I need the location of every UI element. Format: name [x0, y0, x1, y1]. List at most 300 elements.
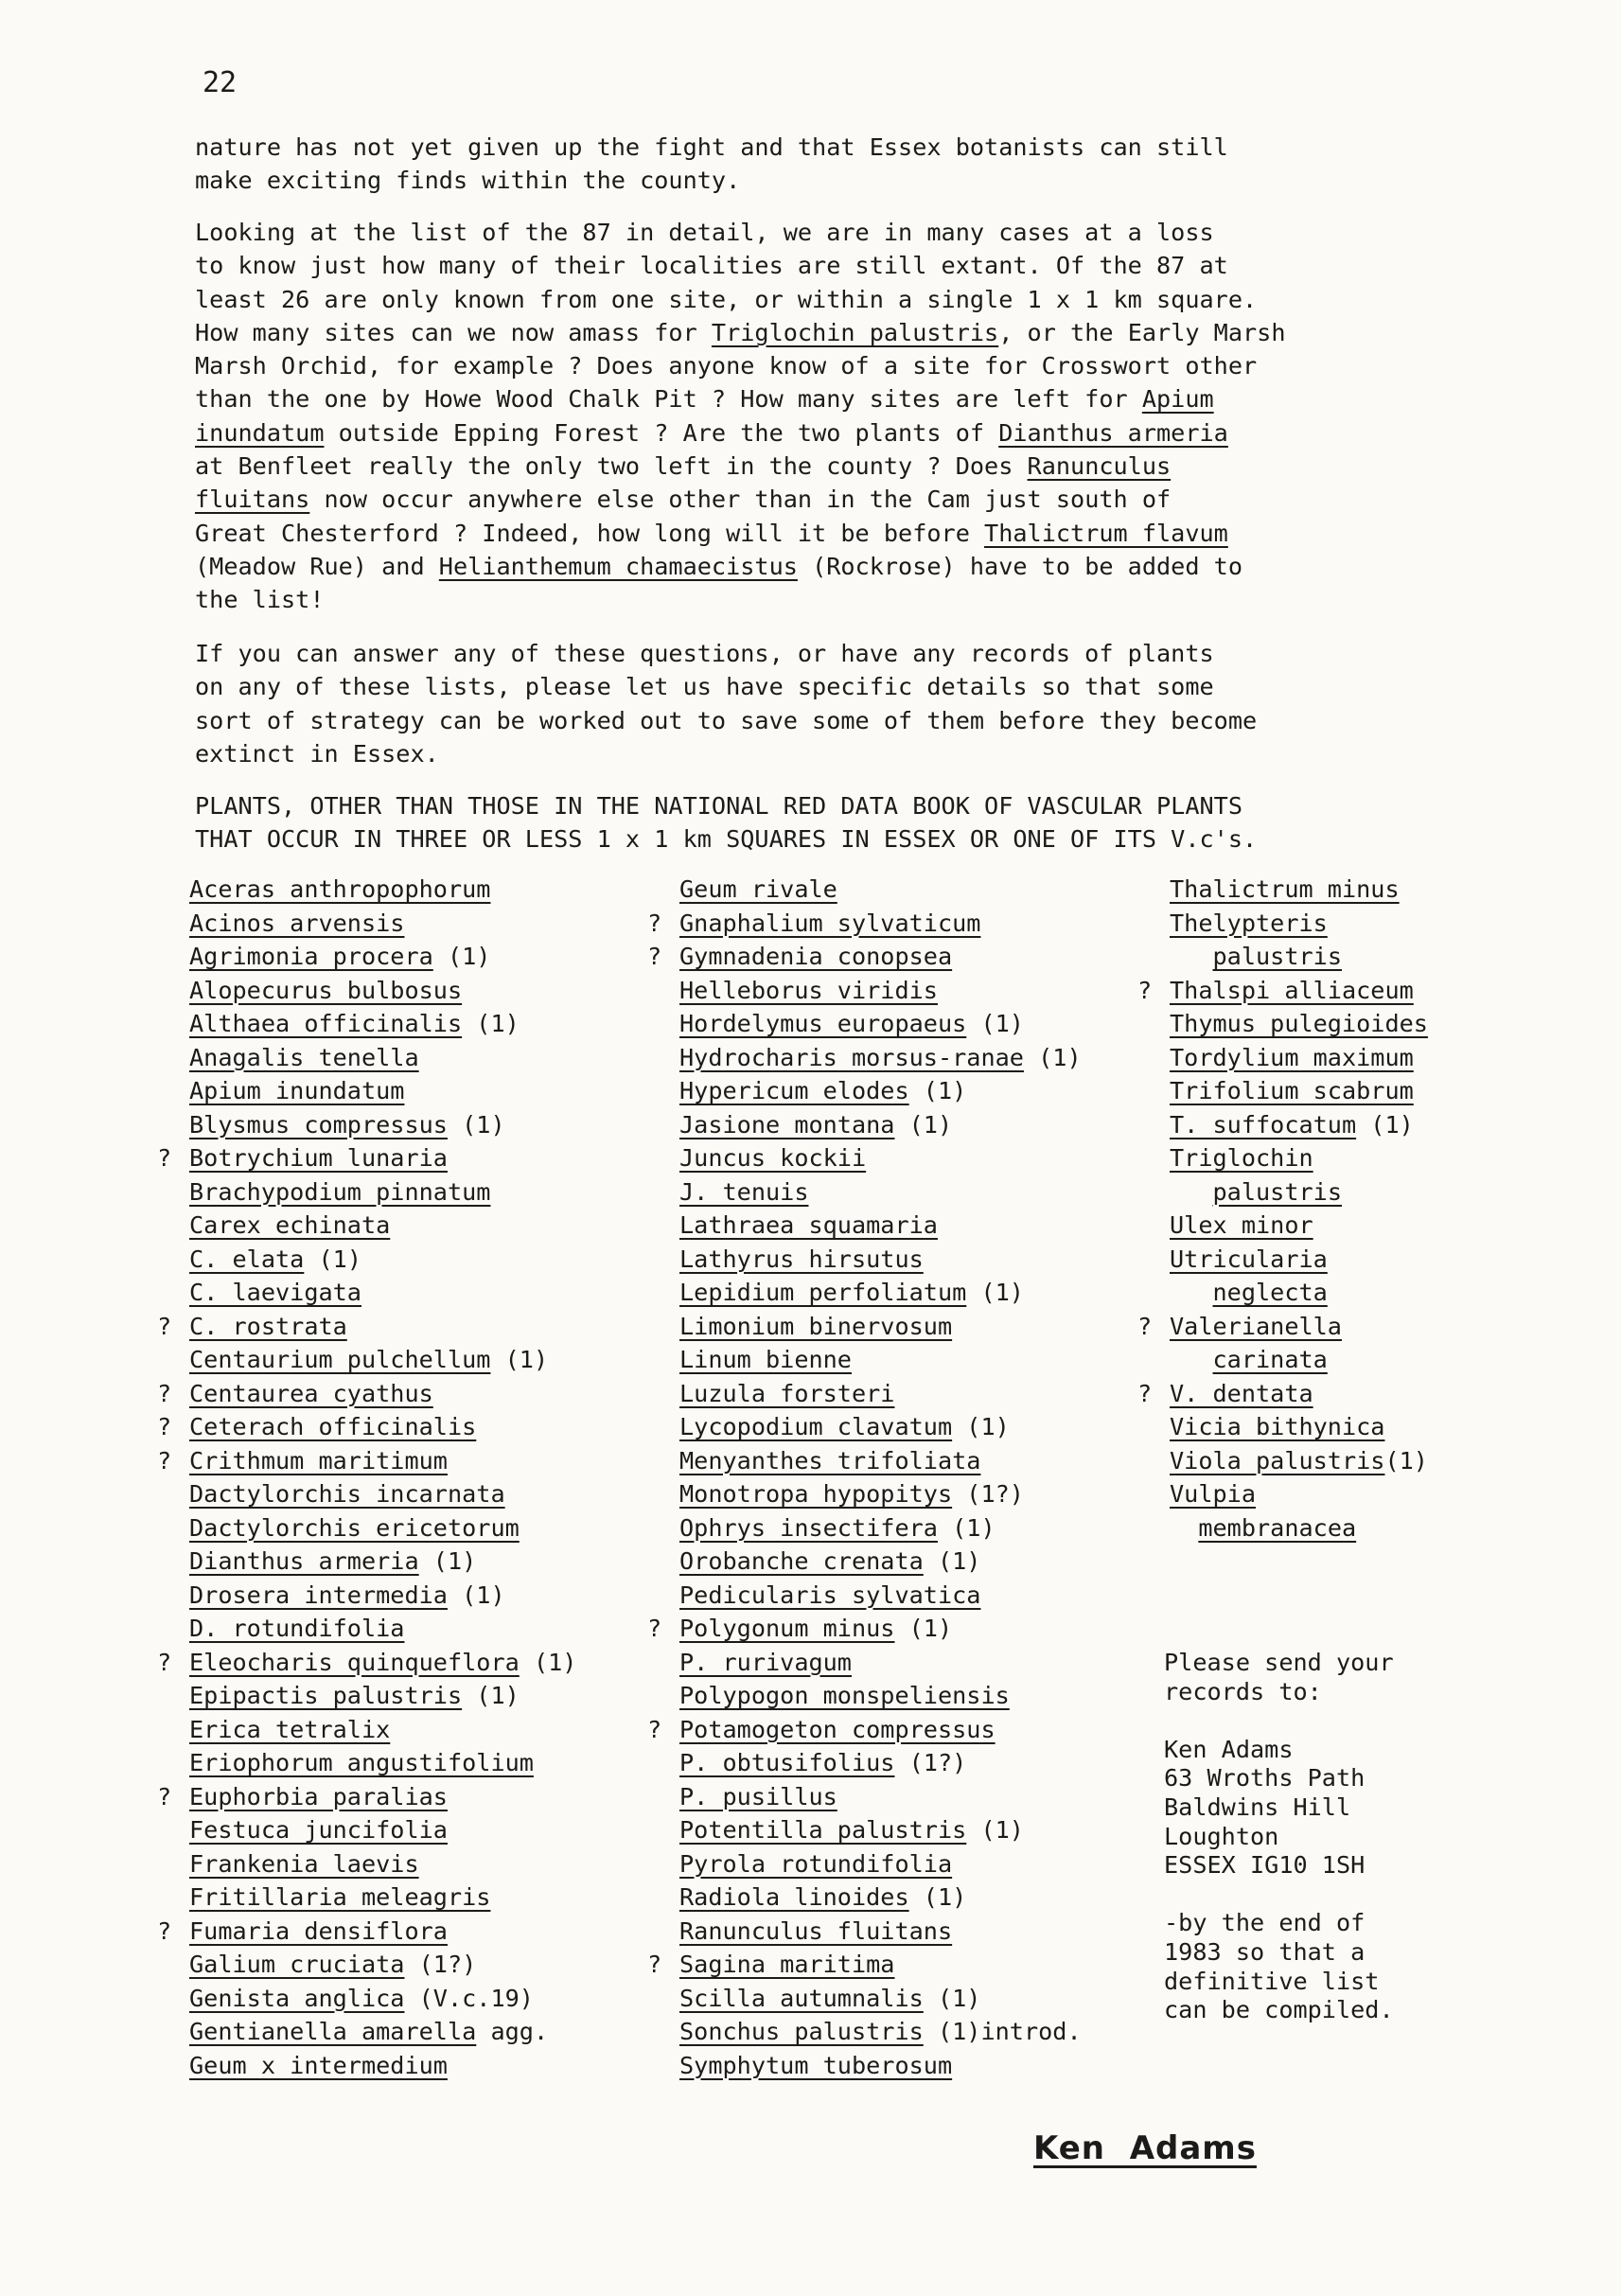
species-name: Sagina maritima	[679, 1951, 895, 1978]
send-records-note	[1164, 1649, 1394, 2025]
species-note: (1)	[952, 1413, 1010, 1440]
species-name: Gentianella amarella	[189, 2018, 477, 2045]
species-list-item	[157, 1646, 576, 1680]
species-list-item	[647, 1074, 1082, 1108]
text-line	[195, 517, 1463, 550]
species-name: Dianthus armeria	[189, 1547, 419, 1575]
species-list-item	[157, 1243, 576, 1277]
species-name: Triglochin palustris	[711, 318, 999, 346]
species-name: Vicia bithynica	[1170, 1413, 1385, 1440]
text-run: (Rockrose) have to be added to	[797, 552, 1242, 580]
uncertain-marker: ?	[647, 909, 662, 937]
species-name: C. rostrata	[189, 1312, 347, 1340]
species-list-item	[647, 1847, 1082, 1881]
species-name: Lycopodium clavatum	[679, 1413, 953, 1440]
species-list-item	[647, 1141, 1082, 1175]
text-line	[195, 164, 1463, 197]
text-run: extinct in Essex.	[195, 739, 439, 768]
species-list-item	[157, 1209, 576, 1243]
species-list-item	[1137, 1209, 1428, 1243]
text-run: , or the Early Marsh	[998, 318, 1286, 346]
species-note: (1?)	[894, 1749, 967, 1776]
species-note: (1)	[462, 1682, 520, 1709]
species-name: Hordelymus europaeus	[679, 1010, 967, 1037]
text-line	[195, 483, 1463, 516]
species-list-item	[157, 1410, 576, 1444]
species-name: Thalictrum minus	[1170, 875, 1400, 903]
species-list-item	[647, 1982, 1082, 2016]
uncertain-marker: ?	[647, 1715, 662, 1743]
species-list-item	[157, 940, 576, 974]
species-name: Sonchus palustris	[679, 2018, 924, 2045]
uncertain-marker: ?	[157, 1782, 172, 1810]
text-run: Marsh Orchid, for example ? Does anyone know of a site for Crosswort other	[195, 352, 1258, 380]
uncertain-marker: ?	[157, 1446, 172, 1475]
species-name: Apium inundatum	[189, 1077, 405, 1104]
note-line: 63 Wroths Path	[1164, 1764, 1366, 1793]
species-list-item	[1137, 1243, 1428, 1277]
species-list-item	[647, 873, 1082, 907]
uncertain-marker: ?	[1137, 1379, 1153, 1407]
species-list-item	[647, 974, 1082, 1008]
uncertain-marker: ?	[157, 1413, 172, 1440]
species-list-item	[647, 1646, 1082, 1680]
species-note: (1)	[447, 1110, 505, 1139]
species-name: Ranunculus fluitans	[679, 1916, 953, 1945]
note-line: Baldwins Hill	[1164, 1793, 1351, 1821]
uncertain-marker: ?	[647, 1615, 662, 1642]
signature: Ken Adams	[1033, 2129, 1257, 2167]
species-name: Jasione montana	[679, 1110, 895, 1139]
text-line	[195, 737, 1463, 770]
species-name: Luzula forsteri	[679, 1379, 895, 1407]
species-list-item	[157, 1679, 576, 1713]
species-note: (1)	[418, 1547, 477, 1575]
text-run: nature has not yet given up the fight and that Essex botanists can still	[195, 133, 1228, 161]
species-list-item	[1137, 1310, 1428, 1344]
uncertain-marker: ?	[157, 1379, 172, 1407]
species-list-item	[157, 1276, 576, 1310]
species-list-item	[157, 1343, 576, 1377]
species-note: (1)	[1023, 1043, 1082, 1071]
species-list-item	[647, 2015, 1082, 2049]
species-name: Thalictrum flavum	[984, 519, 1228, 547]
species-note: (1)	[519, 1648, 577, 1676]
species-list-item	[157, 1175, 576, 1210]
species-list-item	[647, 2049, 1082, 2083]
species-name: Hypericum elodes	[679, 1077, 909, 1104]
text-run: now occur anywhere else other than in the Cam just south of	[309, 486, 1172, 514]
list-heading	[195, 789, 1463, 857]
species-name: Erica tetralix	[189, 1715, 391, 1743]
species-name: Pedicularis sylvatica	[679, 1581, 981, 1609]
species-name: C. laevigata	[189, 1279, 361, 1306]
note-line: Please send your	[1164, 1649, 1394, 1676]
text-line	[195, 789, 1463, 822]
species-list-item	[1137, 1444, 1428, 1478]
species-list-item	[647, 1545, 1082, 1579]
species-note: (1)	[1384, 1446, 1428, 1475]
species-name: fluitans	[195, 486, 310, 514]
species-list-item	[1137, 1074, 1428, 1108]
species-list-item	[647, 1007, 1082, 1041]
species-note: (1)	[923, 1984, 981, 2012]
species-name: Helleborus viridis	[679, 976, 938, 1004]
text-run: Looking at the list of the 87 in detail, we are in many cases at a loss	[195, 219, 1214, 246]
species-name: Thelypteris	[1170, 909, 1328, 937]
species-name: Linum bienne	[679, 1346, 852, 1373]
species-name: Helianthemum chamaecistus	[438, 552, 798, 580]
species-list-item	[647, 1243, 1082, 1277]
species-list-item	[647, 1377, 1082, 1411]
species-list-item	[647, 1579, 1082, 1613]
text-run: outside Epping Forest ? Are the two plants of	[324, 418, 999, 447]
uncertain-marker: ?	[647, 1951, 662, 1978]
indent	[1170, 1279, 1213, 1306]
species-name: Radiola linoides	[679, 1883, 909, 1911]
species-list-item	[647, 1410, 1082, 1444]
text-line	[195, 416, 1463, 450]
species-name: Gnaphalium sylvaticum	[679, 909, 981, 937]
species-list-item	[1137, 1477, 1428, 1511]
species-name: Thymus pulegioides	[1170, 1010, 1428, 1037]
request-paragraph	[195, 637, 1463, 770]
species-name: Festuca juncifolia	[189, 1816, 448, 1844]
species-note: (1?)	[404, 1951, 477, 1978]
species-name: Dactylorchis incarnata	[189, 1480, 505, 1508]
species-name: carinata	[1212, 1346, 1328, 1373]
species-list-item	[647, 1108, 1082, 1142]
species-name: Centaurea cyathus	[189, 1379, 433, 1407]
species-list-item	[647, 940, 1082, 974]
note-line	[1164, 1706, 1394, 1736]
species-list-item	[157, 907, 576, 941]
species-name: Dactylorchis ericetorum	[189, 1513, 520, 1542]
species-note: (1)	[447, 1581, 505, 1609]
species-name: Apium	[1141, 385, 1214, 414]
species-list-item	[647, 1209, 1082, 1243]
species-name: Althaea officinalis	[189, 1010, 463, 1037]
species-list-item	[157, 1746, 576, 1780]
species-list-item	[647, 1713, 1082, 1747]
species-list-item	[647, 1881, 1082, 1915]
species-name: Fritillaria meleagris	[189, 1883, 491, 1911]
species-list-item	[157, 1041, 576, 1075]
species-name: Frankenia laevis	[189, 1849, 419, 1878]
species-list-item	[157, 1579, 576, 1613]
species-list-item	[157, 1881, 576, 1915]
species-name: Agrimonia procera	[189, 943, 433, 970]
text-run: How many sites can we now amass for	[195, 318, 712, 346]
species-name: palustris	[1212, 943, 1342, 970]
text-run: on any of these lists, please let us have specific details so that some	[195, 673, 1214, 701]
species-name: Ceterach officinalis	[189, 1413, 477, 1440]
species-list-item	[1137, 1108, 1428, 1142]
species-name: Dianthus armeria	[998, 418, 1228, 447]
text-line	[195, 283, 1463, 316]
text-run: sort of strategy can be worked out to save some of them before they become	[195, 706, 1258, 734]
species-list-item	[647, 1780, 1082, 1814]
text-line	[195, 131, 1463, 164]
species-name: Euphorbia paralias	[189, 1782, 448, 1810]
text-line	[195, 249, 1463, 282]
species-list-item	[1137, 873, 1428, 907]
species-name: Anagalis tenella	[189, 1043, 419, 1071]
page-number: 22	[203, 66, 238, 99]
species-list-item	[157, 1007, 576, 1041]
species-list-item	[1137, 1141, 1428, 1175]
text-line	[195, 316, 1463, 349]
species-name: Limonium binervosum	[679, 1312, 953, 1340]
text-line	[195, 704, 1463, 737]
species-name: C. elata	[189, 1245, 305, 1273]
species-name: Scilla autumnalis	[679, 1984, 924, 2012]
species-name: Lepidium perfoliatum	[679, 1279, 967, 1306]
species-name: Lathraea squamaria	[679, 1211, 938, 1239]
species-list-item	[157, 873, 576, 907]
species-list-item	[647, 1679, 1082, 1713]
species-name: P. pusillus	[679, 1782, 837, 1810]
species-name: Thalspi alliaceum	[1170, 976, 1414, 1004]
species-list-item	[1137, 1007, 1428, 1041]
species-note: (V.c.19)	[404, 1984, 534, 2012]
species-name: Botrychium lunaria	[189, 1144, 448, 1172]
uncertain-marker: ?	[157, 1312, 172, 1340]
species-name: Valerianella	[1170, 1312, 1342, 1340]
species-list-item	[647, 1477, 1082, 1511]
species-name: inundatum	[195, 418, 325, 447]
species-name: Geum x intermedium	[189, 2051, 448, 2079]
species-name: Orobanche crenata	[679, 1547, 924, 1575]
species-name: Ophrys insectifera	[679, 1513, 938, 1542]
text-run: (Meadow Rue) and	[195, 552, 439, 580]
text-line	[195, 822, 1463, 856]
species-list-item	[1137, 1276, 1428, 1310]
species-list-item	[157, 1074, 576, 1108]
species-list-item	[647, 907, 1082, 941]
species-note: (1)	[894, 1110, 953, 1139]
text-line	[195, 349, 1463, 382]
note-line: ESSEX IG10 1SH	[1164, 1851, 1366, 1880]
species-list-item	[1137, 1343, 1428, 1377]
species-list-item	[1137, 940, 1428, 974]
species-name: Monotropa hypopitys	[679, 1480, 953, 1508]
note-line	[1164, 1881, 1394, 1910]
species-list-item	[1137, 974, 1428, 1008]
species-list-item	[157, 1444, 576, 1478]
species-column-3	[1137, 873, 1428, 1545]
species-note: (1)	[894, 1615, 953, 1642]
species-name: Epipactis palustris	[189, 1682, 463, 1709]
species-list-item	[647, 1175, 1082, 1210]
species-name: Ranunculus	[1027, 452, 1172, 481]
text-run: If you can answer any of these questions, or have any records of plants	[195, 640, 1214, 667]
species-note: (1)introd.	[923, 2018, 1082, 2045]
species-name: Tordylium maximum	[1170, 1043, 1414, 1071]
species-list-item	[157, 2049, 576, 2083]
species-note: (1)	[304, 1245, 361, 1273]
species-list-item	[647, 1612, 1082, 1646]
species-list-item	[1137, 1175, 1428, 1210]
species-list-item	[157, 1511, 576, 1545]
species-name: Drosera intermedia	[189, 1581, 448, 1609]
text-run: make exciting finds within the county.	[195, 167, 741, 195]
species-note: (1)	[966, 1010, 1024, 1037]
species-name: P. obtusifolius	[679, 1749, 895, 1776]
species-list-item	[157, 1780, 576, 1814]
species-name: Polypogon monspeliensis	[679, 1682, 1010, 1709]
species-name: Crithmum maritimum	[189, 1446, 448, 1475]
text-line	[195, 670, 1463, 703]
species-note: agg.	[476, 2018, 549, 2045]
species-name: Utricularia	[1170, 1245, 1328, 1273]
questions-paragraph	[195, 216, 1463, 617]
species-name: Menyanthes trifoliata	[679, 1446, 981, 1475]
species-name: Carex echinata	[189, 1211, 391, 1239]
species-name: Lathyrus hirsutus	[679, 1245, 924, 1273]
species-list-item	[157, 1982, 576, 2016]
species-name: membranacea	[1198, 1513, 1357, 1542]
species-name: Symphytum tuberosum	[679, 2051, 953, 2079]
species-name: Triglochin	[1170, 1144, 1313, 1172]
species-list-item	[1137, 907, 1428, 941]
intro-paragraph	[195, 131, 1463, 198]
species-note: (1)	[908, 1883, 967, 1911]
note-line: Ken Adams	[1164, 1735, 1294, 1763]
species-name: Galium cruciata	[189, 1951, 405, 1978]
species-name: Aceras anthropophorum	[189, 875, 491, 903]
species-name: Ulex minor	[1170, 1211, 1313, 1239]
species-name: V. dentata	[1170, 1379, 1313, 1407]
species-list-item	[1137, 1377, 1428, 1411]
text-line	[195, 216, 1463, 249]
species-name: Potentilla palustris	[679, 1816, 967, 1844]
species-list-item	[157, 1108, 576, 1142]
species-list-item	[647, 1041, 1082, 1075]
species-note: (1)	[908, 1077, 967, 1104]
species-name: Viola palustris	[1170, 1446, 1385, 1475]
species-name: Potamogeton compressus	[679, 1715, 996, 1743]
species-list-item	[647, 1915, 1082, 1949]
text-line	[195, 550, 1463, 583]
species-name: Fumaria densiflora	[189, 1916, 448, 1945]
species-name: Genista anglica	[189, 1984, 405, 2012]
text-line	[195, 382, 1463, 415]
indent	[1170, 1178, 1213, 1206]
species-name: Juncus kockii	[679, 1144, 867, 1172]
species-list-item	[157, 2015, 576, 2049]
uncertain-marker: ?	[1137, 976, 1153, 1004]
uncertain-marker: ?	[157, 1648, 172, 1676]
species-list-item	[1137, 1511, 1428, 1545]
uncertain-marker: ?	[157, 1144, 172, 1172]
species-list-item	[1137, 1041, 1428, 1075]
species-list-item	[157, 1310, 576, 1344]
text-run: the list!	[195, 586, 325, 614]
species-list-item	[157, 1813, 576, 1847]
species-name: Vulpia	[1170, 1480, 1256, 1508]
species-name: neglecta	[1212, 1279, 1328, 1306]
text-run: least 26 are only known from one site, or within a single 1 x 1 km square.	[195, 285, 1258, 313]
species-list-item	[157, 1377, 576, 1411]
species-column-2	[647, 873, 1082, 2082]
text-run: THAT OCCUR IN THREE OR LESS 1 x 1 km SQUARES IN ESSEX OR ONE OF ITS V.c's.	[195, 825, 1258, 854]
species-list-item	[647, 1948, 1082, 1982]
species-name: Gymnadenia conopsea	[679, 943, 953, 970]
species-name: Blysmus compressus	[189, 1110, 448, 1139]
species-list-item	[157, 1948, 576, 1982]
species-note: (1)	[966, 1816, 1024, 1844]
text-run: PLANTS, OTHER THAN THOSE IN THE NATIONAL RED DATA BOOK OF VASCULAR PLANTS	[195, 792, 1242, 820]
species-name: palustris	[1212, 1177, 1342, 1206]
indent	[1170, 943, 1213, 970]
species-list-item	[647, 1444, 1082, 1478]
species-column-1	[157, 873, 576, 2082]
species-note: (1)	[490, 1346, 549, 1373]
species-name: P. rurivagum	[679, 1648, 852, 1676]
species-note: (1)	[462, 1010, 520, 1037]
species-list-item	[647, 1746, 1082, 1780]
species-name: Acinos arvensis	[189, 909, 405, 937]
species-list-item	[157, 1713, 576, 1747]
text-run: to know just how many of their localities are still extant. Of the 87 at	[195, 252, 1228, 280]
species-list-item	[157, 1141, 576, 1175]
species-note: (1)	[432, 943, 491, 970]
species-name: Eleocharis quinqueflora	[189, 1648, 520, 1676]
species-name: Brachypodium pinnatum	[189, 1177, 491, 1206]
note-line: records to:	[1164, 1677, 1322, 1705]
species-list-item	[647, 1511, 1082, 1545]
species-list-item	[157, 1847, 576, 1881]
indent	[1170, 1346, 1213, 1373]
species-list-item	[1137, 1410, 1428, 1444]
species-name: Geum rivale	[679, 875, 837, 903]
species-list-item	[647, 1813, 1082, 1847]
species-name: Alopecurus bulbosus	[189, 976, 463, 1004]
species-name: D. rotundifolia	[189, 1615, 405, 1642]
indent	[1170, 1514, 1198, 1542]
species-name: Pyrola rotundifolia	[679, 1849, 953, 1878]
text-line	[195, 450, 1463, 483]
text-run: at Benfleet really the only two left in the county ? Does	[195, 452, 1028, 481]
species-list-item	[157, 1545, 576, 1579]
note-line: can be compiled.	[1164, 1996, 1394, 2024]
text-line	[195, 583, 1463, 616]
species-name: T. suffocatum	[1170, 1110, 1357, 1139]
species-note: (1)	[923, 1547, 981, 1575]
uncertain-marker: ?	[157, 1916, 172, 1945]
uncertain-marker: ?	[1137, 1312, 1153, 1340]
species-note: (1)	[966, 1279, 1024, 1306]
species-list-item	[647, 1276, 1082, 1310]
text-run: than the one by Howe Wood Chalk Pit ? How many sites are left for	[195, 385, 1142, 414]
species-note: (1?)	[952, 1480, 1024, 1508]
species-name: Hydrocharis morsus-ranae	[679, 1043, 1024, 1071]
species-list-item	[157, 1477, 576, 1511]
note-line: Loughton	[1164, 1822, 1279, 1850]
species-note: (1)	[937, 1513, 996, 1542]
note-line: 1983 so that a	[1164, 1937, 1366, 1966]
species-list-item	[647, 1343, 1082, 1377]
note-line: -by the end of	[1164, 1909, 1366, 1937]
text-run: Great Chesterford ? Indeed, how long will it be before	[195, 519, 985, 547]
species-list-item	[647, 1310, 1082, 1344]
text-line	[195, 637, 1463, 670]
note-line: definitive list	[1164, 1967, 1380, 1995]
species-name: Polygonum minus	[679, 1615, 895, 1642]
species-list-item	[157, 1915, 576, 1949]
species-name: Eriophorum angustifolium	[189, 1749, 534, 1776]
